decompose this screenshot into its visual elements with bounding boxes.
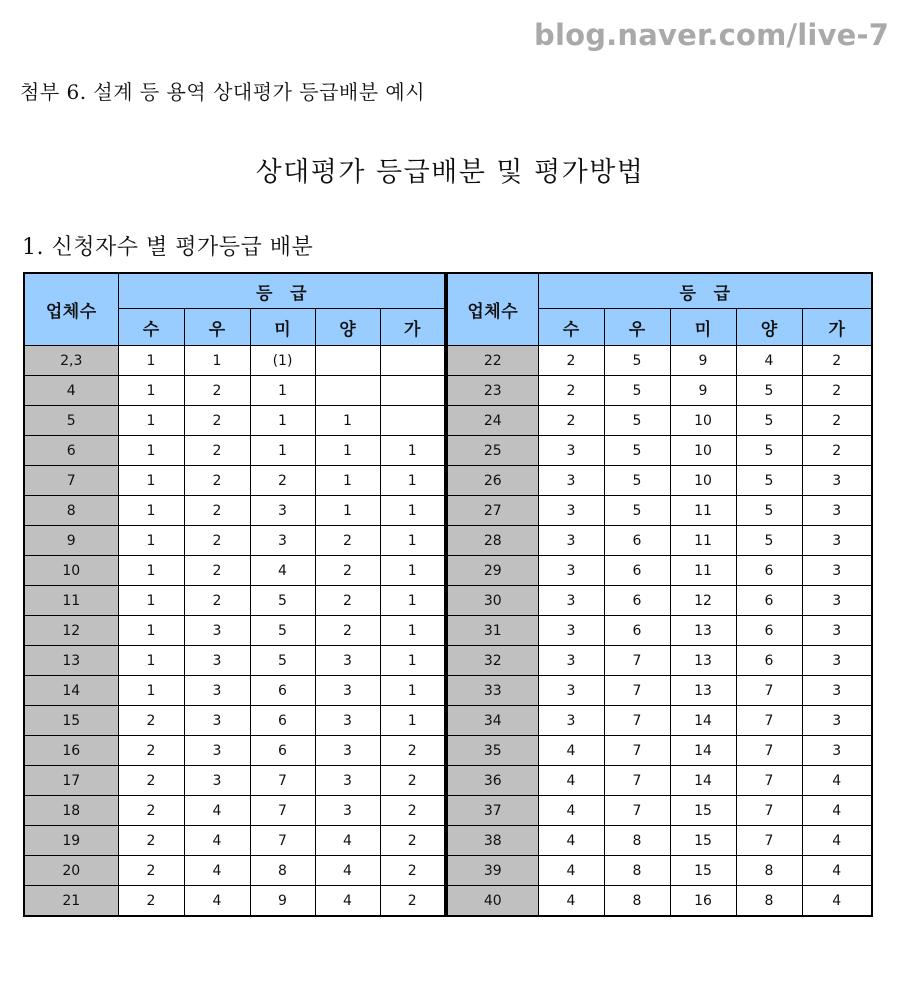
company-count-cell: 16 (24, 736, 118, 766)
attachment-title: 첨부 6. 설계 등 용역 상대평가 등급배분 예시 (20, 80, 426, 104)
grade-count-cell: 1 (315, 496, 380, 526)
grade-count-cell: 1 (380, 706, 445, 736)
table-row (447, 646, 872, 676)
grade-count-cell: 3 (184, 676, 250, 706)
table-row (447, 886, 872, 917)
company-count-cell: 24 (447, 406, 538, 436)
grade-ga-header: 가 (802, 309, 872, 346)
grade-count-cell: 3 (802, 526, 872, 556)
grade-count-cell: 3 (538, 586, 604, 616)
grade-count-cell: 13 (670, 676, 736, 706)
table-row (447, 436, 872, 466)
company-count-cell: 32 (447, 646, 538, 676)
grade-count-cell: 4 (802, 856, 872, 886)
grade-count-cell: 5 (736, 406, 802, 436)
table-row (447, 376, 872, 406)
grade-ga-header: 가 (380, 309, 445, 346)
grade-count-cell: 3 (315, 676, 380, 706)
grade-count-cell: 5 (736, 526, 802, 556)
company-count-cell: 31 (447, 616, 538, 646)
grade-count-cell: 6 (736, 616, 802, 646)
grade-count-cell: 3 (802, 586, 872, 616)
grade-count-cell: 1 (118, 406, 184, 436)
company-count-cell: 14 (24, 676, 118, 706)
grade-count-cell: 4 (184, 796, 250, 826)
grade-count-cell: 3 (538, 616, 604, 646)
company-count-cell: 7 (24, 466, 118, 496)
grade-count-cell: 5 (250, 646, 315, 676)
grade-count-cell: 5 (736, 436, 802, 466)
grade-count-cell: 2 (118, 766, 184, 796)
grade-header: 등 급 (538, 273, 872, 309)
grade-count-cell: 15 (670, 796, 736, 826)
grade-count-cell: 5 (604, 496, 670, 526)
grade-count-cell: 2 (802, 376, 872, 406)
grade-count-cell: 1 (118, 616, 184, 646)
grade-count-cell: 4 (538, 796, 604, 826)
grade-count-cell: 1 (118, 586, 184, 616)
grade-count-cell: 3 (802, 646, 872, 676)
table-row (447, 466, 872, 496)
grade-count-cell: 3 (802, 466, 872, 496)
grade-count-cell: 6 (250, 676, 315, 706)
grade-count-cell: 7 (736, 826, 802, 856)
grade-count-cell: 2 (380, 886, 445, 917)
grade-count-cell: 2 (315, 586, 380, 616)
grade-count-cell: 3 (184, 766, 250, 796)
grade-count-cell: 1 (118, 646, 184, 676)
grade-count-cell: 3 (315, 646, 380, 676)
company-count-cell: 33 (447, 676, 538, 706)
grade-count-cell: 2 (380, 736, 445, 766)
grade-count-cell (380, 406, 445, 436)
grade-count-cell: 1 (315, 436, 380, 466)
grade-count-cell: 3 (538, 646, 604, 676)
grade-count-cell: 3 (315, 796, 380, 826)
table-row (24, 346, 445, 376)
grade-count-cell: 4 (538, 856, 604, 886)
grade-count-cell: 4 (538, 736, 604, 766)
table-row (24, 886, 445, 917)
grade-count-cell: 3 (250, 526, 315, 556)
company-count-cell: 28 (447, 526, 538, 556)
table-row (447, 856, 872, 886)
grade-count-cell: 15 (670, 856, 736, 886)
company-count-cell: 10 (24, 556, 118, 586)
grade-count-cell: 6 (604, 526, 670, 556)
table-row (447, 346, 872, 376)
company-count-cell: 13 (24, 646, 118, 676)
grade-count-cell: 1 (118, 436, 184, 466)
company-count-cell: 21 (24, 886, 118, 917)
grade-count-cell: 1 (380, 466, 445, 496)
grade-count-cell: 10 (670, 466, 736, 496)
grade-count-cell: 2 (184, 406, 250, 436)
grade-count-cell: 2 (380, 826, 445, 856)
company-count-cell: 20 (24, 856, 118, 886)
company-count-cell: 30 (447, 586, 538, 616)
grade-count-cell: 3 (538, 436, 604, 466)
company-count-cell: 2,3 (24, 346, 118, 376)
grade-count-cell: 14 (670, 706, 736, 736)
grade-count-cell: 4 (538, 766, 604, 796)
grade-count-cell: 3 (538, 526, 604, 556)
grade-count-cell: 2 (118, 856, 184, 886)
grade-count-cell: 1 (380, 496, 445, 526)
grade-count-cell: 6 (736, 556, 802, 586)
company-count-header: 업체수 (447, 273, 538, 346)
grade-count-cell: 1 (118, 526, 184, 556)
grade-count-cell: 1 (250, 406, 315, 436)
table-row (24, 856, 445, 886)
company-count-cell: 23 (447, 376, 538, 406)
grade-count-cell: 5 (250, 616, 315, 646)
grade-count-cell (380, 346, 445, 376)
grade-count-cell: 11 (670, 556, 736, 586)
company-count-cell: 18 (24, 796, 118, 826)
grade-count-cell: 11 (670, 526, 736, 556)
grade-count-cell: 2 (184, 586, 250, 616)
grade-count-cell: 1 (118, 556, 184, 586)
grade-count-cell: 3 (538, 466, 604, 496)
grade-count-cell: 3 (315, 766, 380, 796)
table-row (24, 466, 445, 496)
grade-table-left (23, 272, 446, 917)
company-count-cell: 34 (447, 706, 538, 736)
grade-count-cell (315, 346, 380, 376)
grade-count-cell: 7 (736, 736, 802, 766)
table-row (24, 556, 445, 586)
grade-count-cell: 2 (184, 466, 250, 496)
table-row (447, 496, 872, 526)
company-count-cell: 25 (447, 436, 538, 466)
table-row (24, 646, 445, 676)
company-count-cell: 12 (24, 616, 118, 646)
grade-u-header: 우 (184, 309, 250, 346)
grade-count-cell: 5 (604, 466, 670, 496)
grade-count-cell: 7 (604, 766, 670, 796)
grade-count-cell: 9 (670, 346, 736, 376)
grade-count-cell: 14 (670, 766, 736, 796)
grade-count-cell: 2 (380, 856, 445, 886)
grade-count-cell: 1 (118, 676, 184, 706)
table-row (447, 736, 872, 766)
grade-count-cell: 1 (380, 526, 445, 556)
grade-count-cell: 7 (604, 736, 670, 766)
grade-count-cell: 2 (184, 376, 250, 406)
grade-distribution-tables (23, 272, 873, 917)
grade-count-cell: 2 (538, 346, 604, 376)
grade-count-cell: 7 (736, 706, 802, 736)
grade-count-cell: 5 (250, 586, 315, 616)
grade-count-cell: 2 (184, 496, 250, 526)
grade-table-right (446, 272, 873, 917)
grade-count-cell: 4 (538, 826, 604, 856)
grade-count-cell: 6 (604, 556, 670, 586)
watermark: blog.naver.com/live-7 (534, 18, 890, 52)
table-row (447, 526, 872, 556)
table-row (24, 826, 445, 856)
grade-count-cell: 5 (604, 406, 670, 436)
grade-count-cell: 3 (538, 496, 604, 526)
grade-count-cell: 4 (802, 826, 872, 856)
grade-count-cell: 1 (118, 496, 184, 526)
grade-mi-header: 미 (250, 309, 315, 346)
grade-count-cell: 3 (802, 616, 872, 646)
grade-count-cell: 4 (184, 886, 250, 917)
grade-count-cell: 2 (802, 346, 872, 376)
table-row (24, 736, 445, 766)
grade-count-cell: 1 (380, 556, 445, 586)
grade-su-header: 수 (538, 309, 604, 346)
section-title: 1. 신청자수 별 평가등급 배분 (22, 235, 314, 260)
grade-count-cell: 1 (250, 436, 315, 466)
grade-count-cell: 1 (380, 586, 445, 616)
grade-count-cell: 3 (802, 676, 872, 706)
grade-count-cell (380, 376, 445, 406)
table-row (24, 706, 445, 736)
grade-count-cell: 5 (736, 466, 802, 496)
grade-count-cell: 8 (736, 886, 802, 917)
grade-count-cell: 1 (315, 406, 380, 436)
grade-count-cell: 1 (380, 646, 445, 676)
grade-count-cell: 8 (604, 826, 670, 856)
company-count-cell: 37 (447, 796, 538, 826)
grade-count-cell: 13 (670, 616, 736, 646)
grade-count-cell: 3 (315, 736, 380, 766)
grade-table-right-body (447, 346, 872, 917)
grade-count-cell: 15 (670, 826, 736, 856)
company-count-cell: 27 (447, 496, 538, 526)
grade-count-cell: 6 (604, 616, 670, 646)
table-row (24, 616, 445, 646)
grade-count-cell: 7 (604, 676, 670, 706)
grade-count-cell: 3 (802, 736, 872, 766)
table-row (447, 406, 872, 436)
grade-count-cell: 4 (250, 556, 315, 586)
grade-mi-header: 미 (670, 309, 736, 346)
company-count-cell: 29 (447, 556, 538, 586)
grade-count-cell: 1 (380, 436, 445, 466)
grade-count-cell: 3 (315, 706, 380, 736)
grade-count-cell: (1) (250, 346, 315, 376)
grade-count-cell: 7 (604, 796, 670, 826)
company-count-cell: 39 (447, 856, 538, 886)
grade-count-cell: 4 (538, 886, 604, 917)
table-row (447, 586, 872, 616)
grade-count-cell: 3 (802, 556, 872, 586)
company-count-cell: 19 (24, 826, 118, 856)
grade-count-cell: 8 (604, 886, 670, 917)
grade-count-cell: 2 (538, 376, 604, 406)
grade-count-cell: 3 (184, 616, 250, 646)
grade-count-cell: 2 (802, 406, 872, 436)
grade-count-cell: 8 (250, 856, 315, 886)
grade-count-cell: 2 (802, 436, 872, 466)
grade-count-cell: 5 (604, 436, 670, 466)
grade-count-cell: 3 (250, 496, 315, 526)
grade-count-cell: 10 (670, 436, 736, 466)
grade-count-cell: 2 (118, 796, 184, 826)
grade-count-cell: 14 (670, 736, 736, 766)
grade-count-cell: 1 (118, 466, 184, 496)
grade-count-cell: 12 (670, 586, 736, 616)
grade-count-cell: 5 (604, 346, 670, 376)
grade-count-cell: 1 (118, 346, 184, 376)
grade-count-cell: 3 (538, 706, 604, 736)
grade-count-cell: 2 (118, 886, 184, 917)
table-row (447, 556, 872, 586)
grade-u-header: 우 (604, 309, 670, 346)
company-count-cell: 22 (447, 346, 538, 376)
grade-count-cell: 2 (118, 826, 184, 856)
grade-count-cell: 1 (380, 616, 445, 646)
grade-count-cell: 3 (538, 676, 604, 706)
grade-count-cell: 4 (184, 856, 250, 886)
grade-count-cell: 13 (670, 646, 736, 676)
grade-count-cell: 1 (380, 676, 445, 706)
company-count-cell: 5 (24, 406, 118, 436)
grade-header: 등 급 (118, 273, 445, 309)
grade-count-cell: 7 (250, 796, 315, 826)
grade-count-cell: 3 (184, 736, 250, 766)
grade-count-cell: 10 (670, 406, 736, 436)
grade-count-cell: 1 (184, 346, 250, 376)
grade-count-cell: 2 (250, 466, 315, 496)
grade-count-cell: 5 (736, 376, 802, 406)
grade-count-cell: 4 (802, 886, 872, 917)
grade-count-cell: 7 (736, 796, 802, 826)
table-row (24, 496, 445, 526)
company-count-cell: 15 (24, 706, 118, 736)
table-row (24, 436, 445, 466)
grade-count-cell: 3 (184, 706, 250, 736)
grade-count-cell: 4 (184, 826, 250, 856)
grade-count-cell: 5 (604, 376, 670, 406)
grade-count-cell: 4 (802, 766, 872, 796)
company-count-cell: 40 (447, 886, 538, 917)
table-row (24, 406, 445, 436)
table-row (447, 676, 872, 706)
grade-count-cell: 2 (380, 766, 445, 796)
company-count-cell: 8 (24, 496, 118, 526)
grade-count-cell: 6 (736, 586, 802, 616)
grade-count-cell: 3 (802, 706, 872, 736)
grade-count-cell: 8 (604, 856, 670, 886)
grade-count-cell: 7 (604, 646, 670, 676)
table-row (24, 676, 445, 706)
grade-count-cell: 2 (538, 406, 604, 436)
company-count-cell: 26 (447, 466, 538, 496)
grade-count-cell: 2 (315, 526, 380, 556)
grade-count-cell: 4 (315, 826, 380, 856)
table-row (24, 526, 445, 556)
grade-count-cell: 3 (802, 496, 872, 526)
grade-count-cell: 4 (315, 856, 380, 886)
grade-count-cell: 6 (250, 706, 315, 736)
table-row (447, 616, 872, 646)
grade-count-cell: 9 (250, 886, 315, 917)
company-count-header: 업체수 (24, 273, 118, 346)
grade-count-cell: 7 (250, 826, 315, 856)
grade-count-cell: 16 (670, 886, 736, 917)
grade-count-cell: 2 (184, 556, 250, 586)
table-row (447, 796, 872, 826)
company-count-cell: 35 (447, 736, 538, 766)
table-row (447, 706, 872, 736)
table-row (24, 766, 445, 796)
company-count-cell: 6 (24, 436, 118, 466)
grade-count-cell: 6 (250, 736, 315, 766)
grade-count-cell: 3 (184, 646, 250, 676)
grade-count-cell: 2 (118, 706, 184, 736)
table-row (24, 586, 445, 616)
grade-count-cell (315, 376, 380, 406)
company-count-cell: 11 (24, 586, 118, 616)
grade-count-cell: 2 (315, 556, 380, 586)
grade-count-cell: 4 (315, 886, 380, 917)
company-count-cell: 17 (24, 766, 118, 796)
grade-count-cell: 1 (315, 466, 380, 496)
grade-count-cell: 7 (250, 766, 315, 796)
grade-count-cell: 1 (118, 376, 184, 406)
grade-count-cell: 2 (315, 616, 380, 646)
grade-count-cell: 2 (184, 526, 250, 556)
table-row (447, 826, 872, 856)
table-row (447, 766, 872, 796)
company-count-cell: 9 (24, 526, 118, 556)
grade-count-cell: 6 (604, 586, 670, 616)
grade-su-header: 수 (118, 309, 184, 346)
grade-count-cell: 9 (670, 376, 736, 406)
grade-count-cell: 4 (736, 346, 802, 376)
grade-count-cell: 7 (736, 676, 802, 706)
grade-table-left-body (24, 346, 445, 917)
company-count-cell: 36 (447, 766, 538, 796)
grade-count-cell: 3 (538, 556, 604, 586)
grade-count-cell: 8 (736, 856, 802, 886)
document-title: 상대평가 등급배분 및 평가방법 (255, 157, 645, 188)
grade-count-cell: 5 (736, 496, 802, 526)
grade-yang-header: 양 (736, 309, 802, 346)
grade-count-cell: 2 (184, 436, 250, 466)
grade-count-cell: 2 (118, 736, 184, 766)
table-row (24, 796, 445, 826)
company-count-cell: 4 (24, 376, 118, 406)
grade-yang-header: 양 (315, 309, 380, 346)
grade-count-cell: 2 (380, 796, 445, 826)
grade-count-cell: 7 (736, 766, 802, 796)
grade-count-cell: 7 (604, 706, 670, 736)
grade-count-cell: 6 (736, 646, 802, 676)
table-row (24, 376, 445, 406)
grade-count-cell: 4 (802, 796, 872, 826)
grade-count-cell: 11 (670, 496, 736, 526)
company-count-cell: 38 (447, 826, 538, 856)
grade-count-cell: 1 (250, 376, 315, 406)
